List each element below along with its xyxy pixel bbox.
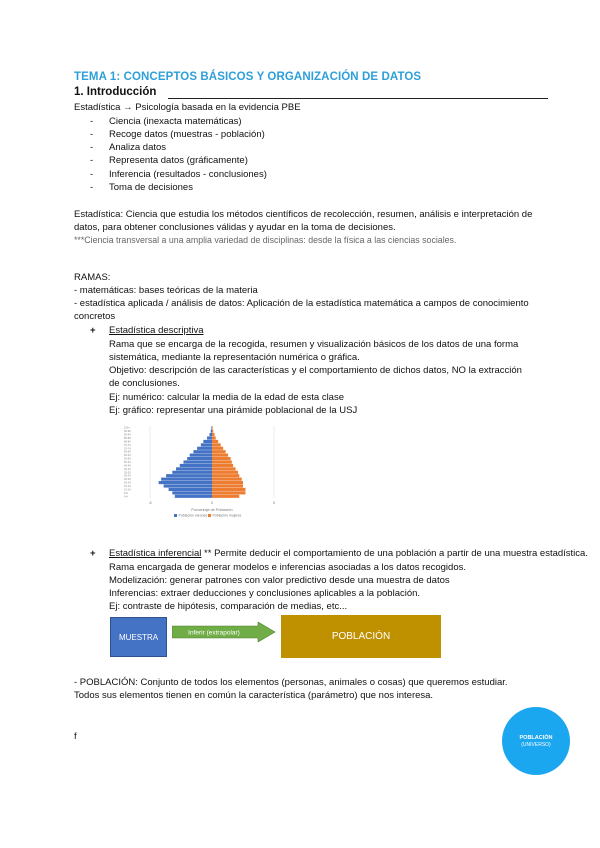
y-tick-label: 75-79 <box>124 443 131 447</box>
muestra-box: MUESTRA <box>110 617 167 657</box>
bar-male <box>183 460 212 463</box>
x-axis-label: Porcentaje de Población <box>191 508 233 512</box>
y-tick-label: 55-59 <box>124 457 131 461</box>
bar-male <box>193 450 212 453</box>
inferencial-line: Inferencias: extraer deducciones y conclusiones aplicables a la población. <box>109 588 421 599</box>
inferencial-heading: + Estadística inferencial ** Permite deducir el comportamiento de una población a partir de una muestra estadística. <box>90 548 588 559</box>
list-item: - Inferencia (resultados - conclusiones) <box>90 169 267 180</box>
y-tick-label: 5-9 <box>124 491 128 495</box>
bar-male <box>169 488 212 491</box>
intro-lead: Estadística → Psicología basada en la evidencia PBE <box>74 102 301 113</box>
x-tick-label: 0 <box>211 501 213 505</box>
bar-male <box>211 426 212 429</box>
bar-female <box>212 440 218 443</box>
ramas-heading: RAMAS: <box>74 272 111 283</box>
x-tick-label: 5 <box>273 501 275 505</box>
bar-male <box>159 481 212 484</box>
inferencial-line: Modelización: generar patrones con valor predictivo desde una muestra de datos <box>109 575 450 586</box>
descriptiva-line: Ej: numérico: calcular la media de la edad de esta clase <box>109 392 344 403</box>
bar-female <box>212 484 243 487</box>
descriptiva-line: sistemática, mediante la representación numérica o gráfica. <box>109 352 360 363</box>
legend-swatch <box>174 514 177 517</box>
population-pyramid-chart <box>112 420 298 532</box>
poblacion-definition: - POBLACIÓN: Conjunto de todos los elementos (personas, animales o cosas) que queremos estudiar. <box>74 677 508 688</box>
circle-label: POBLACIÓN <box>519 734 553 741</box>
list-item: - Ciencia (inexacta matemáticas) <box>90 116 242 127</box>
legend-label: Población varones <box>178 513 208 518</box>
legend-swatch <box>208 514 211 517</box>
legend-label: Población mujeres <box>212 513 242 518</box>
bar-female <box>212 488 245 491</box>
list-item: - Toma de decisiones <box>90 182 193 193</box>
bar-male <box>172 491 212 494</box>
bar-female <box>212 478 242 481</box>
bar-female <box>212 495 239 498</box>
bar-male <box>172 471 212 474</box>
bar-male <box>175 495 212 498</box>
list-item: - Recoge datos (muestras - población) <box>90 129 265 140</box>
y-tick-label: 85-89 <box>124 437 131 441</box>
descriptiva-heading: + Estadística descriptiva <box>90 325 204 336</box>
bar-male <box>211 430 212 433</box>
inferencial-line: Ej: contraste de hipótesis, comparación de medias, etc... <box>109 601 348 612</box>
y-tick-label: 40-44 <box>124 467 131 471</box>
bar-female <box>212 481 243 484</box>
bar-female <box>212 464 233 467</box>
bar-male <box>176 467 212 470</box>
bar-male <box>207 436 212 439</box>
bar-female <box>212 450 226 453</box>
infer-arrow-label: Inferir (extrapolar) <box>188 629 240 637</box>
heading-rule <box>168 98 548 99</box>
circle-sublabel: (UNIVERSO) <box>521 741 551 748</box>
bar-female <box>212 430 213 433</box>
bar-female <box>212 474 239 477</box>
y-tick-label: 30-34 <box>124 474 131 478</box>
definition-line: datos, para obtener conclusiones válidas y ayudar en la toma de decisiones. <box>74 222 396 233</box>
descriptiva-line: Ej: gráfico: representar una pirámide poblacional de la USJ <box>109 405 358 416</box>
ramas-item: concretos <box>74 311 116 322</box>
inferencial-line: Rama encargada de generar modelos e inferencias asociadas a los datos recogidos. <box>109 562 466 573</box>
ramas-item: - estadística aplicada / análisis de datos: Aplicación de la estadística matemática a campos de conocimiento <box>74 298 529 309</box>
descriptiva-line: de conclusiones. <box>109 378 180 389</box>
y-tick-label: 20-24 <box>124 481 131 485</box>
y-tick-label: 60-64 <box>124 454 131 458</box>
bar-male <box>210 433 212 436</box>
y-tick-label: 50-54 <box>124 461 131 465</box>
bar-male <box>161 478 212 481</box>
bar-female <box>212 471 238 474</box>
y-tick-label: 80-84 <box>124 440 131 444</box>
y-tick-label: 45-49 <box>124 464 131 468</box>
document-title: TEMA 1: CONCEPTOS BÁSICOS Y ORGANIZACIÓN DE DATOS <box>74 71 422 83</box>
stray-character: f <box>74 731 77 742</box>
bar-female <box>212 467 236 470</box>
bar-female <box>212 454 228 457</box>
bar-male <box>180 464 212 467</box>
y-tick-label: 65-69 <box>124 450 131 454</box>
y-tick-label: 10-14 <box>124 488 131 492</box>
bar-female <box>212 426 213 429</box>
y-tick-label: 0-4 <box>124 495 128 499</box>
bar-male <box>164 484 212 487</box>
infer-arrow <box>172 622 276 642</box>
bar-male <box>203 440 212 443</box>
list-item: - Analiza datos <box>90 142 167 153</box>
descriptiva-line: Rama que se encarga de la recogida, resumen y visualización básicos de los datos de una forma <box>109 339 519 350</box>
section-heading: 1. Introducción <box>74 86 157 98</box>
list-item: - Representa datos (gráficamente) <box>90 155 248 166</box>
y-tick-label: 100+ <box>124 426 130 430</box>
descriptiva-line: Objetivo: descripción de las características y el comportamiento de dichos datos, NO la extracción <box>109 365 522 376</box>
bar-female <box>212 457 231 460</box>
poblacion-circle <box>502 707 570 775</box>
bar-male <box>201 443 212 446</box>
bar-male <box>166 474 212 477</box>
bar-female <box>212 436 216 439</box>
ramas-item: - matemáticas: bases teóricas de la materia <box>74 285 258 296</box>
bar-male <box>197 447 212 450</box>
y-tick-label: 15-19 <box>124 485 131 489</box>
bar-female <box>212 433 214 436</box>
definition-note: ***Ciencia transversal a una amplia variedad de disciplinas: desde la física a las ciencias sociales. <box>74 235 457 245</box>
y-tick-label: 90-94 <box>124 433 131 437</box>
y-tick-label: 35-39 <box>124 471 131 475</box>
definition-line: Estadística: Ciencia que estudia los métodos científicos de recolección, resumen, análisis e interpretación de <box>74 209 533 220</box>
bar-female <box>212 491 245 494</box>
bar-male <box>190 454 212 457</box>
bar-male <box>187 457 212 460</box>
poblacion-box: POBLACIÓN <box>281 615 441 658</box>
bar-female <box>212 447 223 450</box>
bar-female <box>212 460 232 463</box>
y-tick-label: 25-29 <box>124 478 131 482</box>
x-tick-label: -5 <box>148 501 152 505</box>
bar-female <box>212 443 221 446</box>
y-tick-label: 70-74 <box>124 447 131 451</box>
poblacion-definition: Todos sus elementos tienen en común la característica (parámetro) que nos interesa. <box>74 690 434 701</box>
y-tick-label: 95-99 <box>124 430 131 434</box>
